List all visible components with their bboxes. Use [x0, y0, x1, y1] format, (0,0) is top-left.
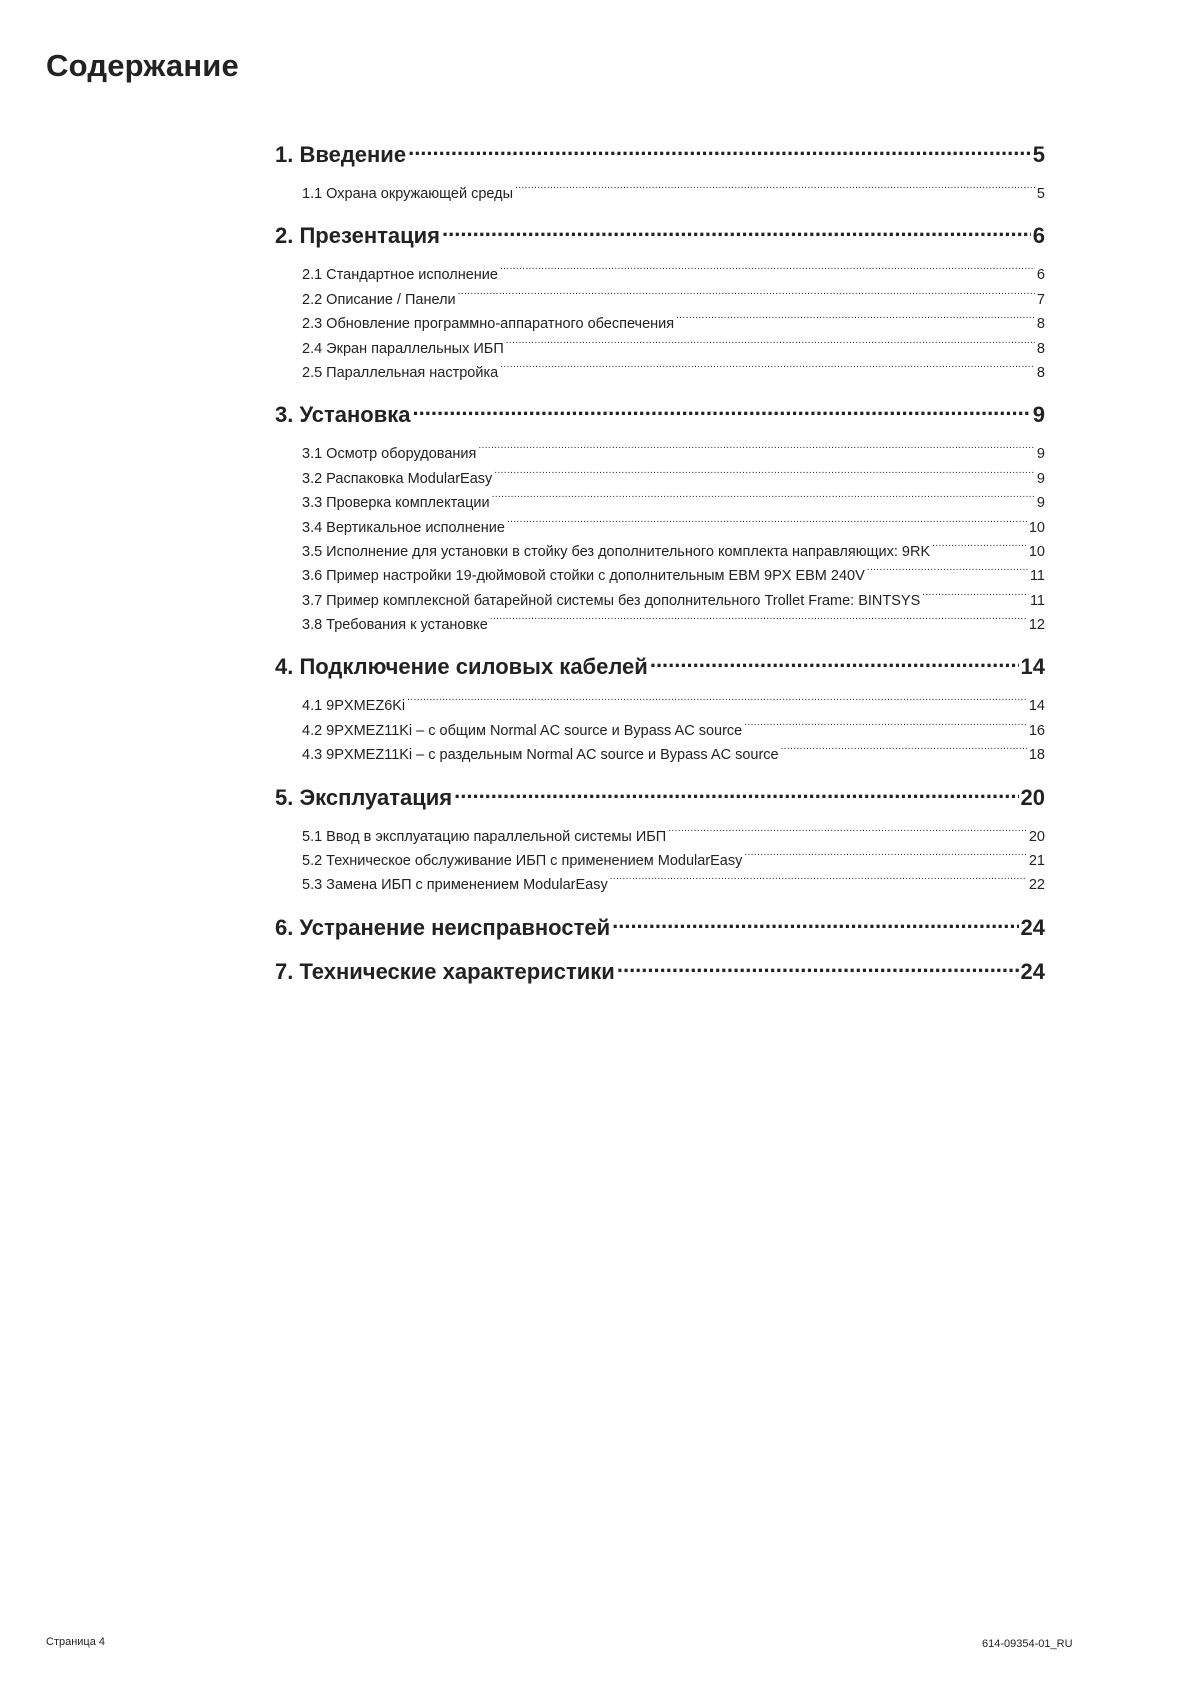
dot-leader [500, 255, 1035, 279]
toc-section-5 [275, 777, 1045, 894]
toc-entry-page: 5 [1032, 142, 1045, 167]
toc-entry-page: 24 [1020, 914, 1045, 940]
dot-leader [668, 817, 1027, 841]
dot-leader [506, 329, 1035, 353]
toc-entry-label: 4. Подключение силовых кабелей [275, 654, 648, 680]
toc-entry-label: 5.1 Ввод в эксплуатацию параллельной системы ИБП [302, 828, 667, 845]
dot-leader [494, 459, 1035, 483]
toc-entry-6[interactable] [275, 907, 1045, 940]
toc-subsections [275, 174, 1045, 202]
toc-subsections [275, 434, 1045, 634]
toc-entry-page: 5 [1036, 186, 1045, 202]
toc-entry-page: 12 [1028, 617, 1045, 634]
toc-entry-page: 11 [1029, 568, 1045, 585]
toc-entry-4-2[interactable] [302, 711, 1045, 739]
toc-entry-label: 4.3 9PXMEZ11Ki – с раздельным Normal AC source и Bypass AC source [302, 747, 779, 764]
toc-entry-label: 2.5 Параллельная настройка [302, 364, 499, 381]
toc-section-4 [275, 646, 1045, 764]
toc-entry-page: 6 [1032, 223, 1045, 249]
toc-entry-1[interactable] [275, 134, 1045, 167]
toc-entry-label: 3.4 Вертикальное исполнение [302, 519, 505, 536]
toc-entry-1-1[interactable] [302, 174, 1045, 202]
toc-entry-2[interactable] [275, 215, 1045, 249]
page-title: Содержание [46, 48, 239, 83]
dot-leader [676, 304, 1035, 328]
toc-entry-label: 2.3 Обновление программно-аппаратного обеспечения [302, 316, 675, 333]
toc-entry-page: 20 [1028, 828, 1045, 845]
toc-entry-label: 5.3 Замена ИБП с применением ModularEasy [302, 877, 608, 894]
dot-leader [478, 434, 1035, 458]
toc-entry-3-1[interactable] [302, 434, 1045, 463]
toc-entry-page: 9 [1036, 495, 1045, 512]
toc-entry-label: 7. Технические характеристики [275, 958, 615, 984]
dot-leader [932, 532, 1027, 556]
toc-entry-4-1[interactable] [302, 686, 1045, 715]
dot-leader [500, 353, 1035, 377]
toc-entry-label: 2.4 Экран параллельных ИБП [302, 340, 504, 357]
toc-entry-page: 21 [1028, 853, 1045, 870]
toc-entry-label: 5.2 Техническое обслуживание ИБП с применением ModularEasy [302, 853, 743, 870]
dot-leader [407, 686, 1027, 710]
toc-entry-label: 3.3 Проверка комплектации [302, 495, 490, 512]
table-of-contents [275, 134, 1045, 991]
footer-doc-code: 614-09354-01_RU [982, 1638, 1073, 1650]
toc-section-7 [275, 951, 1045, 984]
toc-entry-label: 6. Устранение неисправностей [275, 914, 611, 940]
dot-leader [490, 605, 1027, 629]
toc-entry-page: 22 [1028, 877, 1045, 894]
toc-entry-label: 2.1 Стандартное исполнение [302, 267, 498, 284]
toc-subsections [275, 817, 1045, 894]
toc-entry-4[interactable] [275, 646, 1045, 680]
toc-entry-label: 3.5 Исполнение для установки в стойку без дополнительного комплекта направляющих: 9RK [302, 543, 931, 560]
toc-entry-5[interactable] [275, 777, 1045, 810]
toc-entry-2-1[interactable] [302, 255, 1045, 284]
toc-entry-label: 3.6 Пример настройки 19-дюймовой стойки с дополнительным EBM 9PX EBM 240V [302, 568, 865, 585]
toc-entry-page: 9 [1036, 446, 1045, 463]
toc-subsections [275, 686, 1045, 764]
toc-entry-page: 16 [1028, 722, 1045, 739]
toc-entry-label: 3.8 Требования к установке [302, 617, 488, 634]
toc-entry-label: 3.1 Осмотр оборудования [302, 446, 477, 463]
toc-section-2 [275, 215, 1045, 381]
toc-section-1 [275, 134, 1045, 202]
dot-leader [515, 174, 1035, 198]
toc-entry-5-1[interactable] [302, 817, 1045, 845]
toc-entry-page: 20 [1020, 784, 1045, 810]
toc-entry-7[interactable] [275, 951, 1045, 984]
toc-entry-page: 10 [1028, 519, 1045, 536]
toc-entry-page: 8 [1036, 364, 1045, 381]
footer-page-number: Страница 4 [46, 1636, 106, 1648]
toc-entry-label: 5. Эксплуатация [275, 784, 453, 810]
toc-entry-page: 8 [1036, 340, 1045, 357]
toc-entry-label: 3. Установка [275, 402, 411, 428]
dot-leader [610, 865, 1027, 889]
toc-entry-label: 4.2 9PXMEZ11Ki – с общим Normal AC source и Bypass AC source [302, 722, 743, 739]
dot-leader [612, 907, 1018, 935]
toc-entry-page: 14 [1028, 698, 1045, 715]
toc-entry-label: 1. Введение [275, 142, 407, 167]
dot-leader [650, 646, 1019, 674]
toc-entry-page: 6 [1036, 267, 1045, 284]
dot-leader [413, 394, 1031, 422]
dot-leader [442, 215, 1031, 243]
dot-leader [744, 711, 1027, 735]
toc-entry-page: 18 [1028, 747, 1045, 764]
toc-entry-label: 4.1 9PXMEZ6Ki [302, 698, 406, 715]
dot-leader [408, 134, 1031, 162]
dot-leader [867, 556, 1028, 580]
toc-entry-label: 1.1 Охрана окружающей среды [302, 186, 514, 202]
toc-section-6 [275, 907, 1045, 940]
toc-entry-label: 2. Презентация [275, 223, 441, 249]
toc-entry-page: 9 [1032, 402, 1045, 428]
dot-leader [744, 841, 1026, 865]
toc-entry-page: 10 [1028, 543, 1045, 560]
toc-entry-page: 14 [1020, 654, 1045, 680]
toc-entry-label: 3.2 Распаковка ModularEasy [302, 470, 493, 487]
toc-entry-page: 8 [1036, 316, 1045, 333]
toc-entry-label: 3.7 Пример комплексной батарейной системы без дополнительного Trollet Frame: BINTSYS [302, 592, 921, 609]
toc-section-3 [275, 394, 1045, 634]
dot-leader [492, 483, 1035, 507]
dot-leader [507, 508, 1027, 532]
toc-entry-page: 11 [1029, 592, 1045, 609]
toc-entry-page: 24 [1020, 958, 1045, 984]
dot-leader [781, 735, 1027, 759]
toc-entry-page: 9 [1036, 470, 1045, 487]
dot-leader [617, 951, 1019, 979]
toc-entry-page: 7 [1036, 291, 1045, 308]
dot-leader [458, 280, 1035, 304]
toc-entry-3[interactable] [275, 394, 1045, 428]
dot-leader [454, 777, 1018, 805]
dot-leader [922, 581, 1028, 605]
toc-subsections [275, 255, 1045, 381]
toc-entry-label: 2.2 Описание / Панели [302, 291, 456, 308]
